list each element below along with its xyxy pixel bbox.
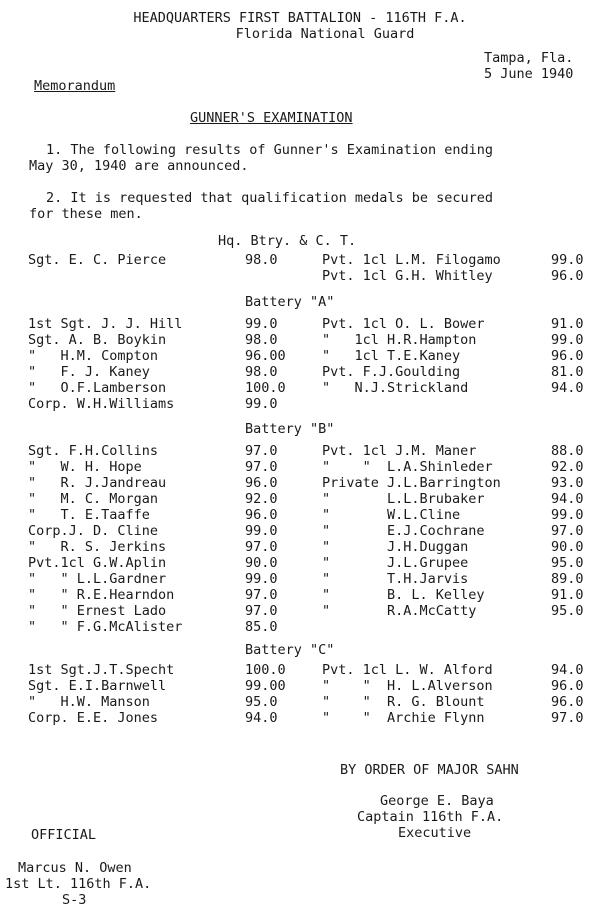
score-left: 97.0 xyxy=(245,539,278,555)
table-row xyxy=(0,364,600,380)
score-right: 96.0 xyxy=(551,268,584,284)
table-row xyxy=(0,252,600,268)
name-left: " F. J. Kaney xyxy=(28,364,150,380)
name-left: Sgt. E.I.Barnwell xyxy=(28,678,167,694)
table-row xyxy=(0,587,600,603)
official-label: OFFICIAL xyxy=(31,827,97,843)
name-right: Pvt. 1cl L.M. Filogamo xyxy=(322,252,501,268)
score-right: 99.0 xyxy=(551,332,584,348)
header-line-1: HEADQUARTERS FIRST BATTALION - 116TH F.A. xyxy=(133,10,467,26)
score-left: 98.0 xyxy=(245,252,278,268)
name-left: " " Ernest Lado xyxy=(28,603,167,619)
name-left: 1st Sgt. J. J. Hill xyxy=(28,316,183,332)
score-right: 96.0 xyxy=(551,694,584,710)
name-right: " E.J.Cochrane xyxy=(322,523,485,539)
table-row xyxy=(0,491,600,507)
name-right: " L.L.Brubaker xyxy=(322,491,485,507)
name-left: Corp. E.E. Jones xyxy=(28,710,159,726)
score-left: 96.00 xyxy=(245,348,286,364)
score-left: 98.0 xyxy=(245,332,278,348)
score-right: 91.0 xyxy=(551,316,584,332)
name-left: " R. S. Jerkins xyxy=(28,539,167,555)
score-right: 97.0 xyxy=(551,710,584,726)
score-left: 97.0 xyxy=(245,443,278,459)
para-2-line-2: for these men. xyxy=(29,206,143,222)
name-right: " W.L.Cline xyxy=(322,507,461,523)
name-right: " T.H.Jarvis xyxy=(322,571,469,587)
table-row xyxy=(0,348,600,364)
score-right: 92.0 xyxy=(551,459,584,475)
score-left: 96.0 xyxy=(245,475,278,491)
name-right: " " Archie Flynn xyxy=(322,710,485,726)
score-left: 100.0 xyxy=(245,380,286,396)
table-row xyxy=(0,662,600,678)
score-right: 94.0 xyxy=(551,380,584,396)
score-left: 99.00 xyxy=(245,678,286,694)
table-row xyxy=(0,316,600,332)
table-row xyxy=(0,268,600,284)
name-left: Sgt. A. B. Boykin xyxy=(28,332,167,348)
table-row xyxy=(0,380,600,396)
score-right: 95.0 xyxy=(551,555,584,571)
score-right: 97.0 xyxy=(551,523,584,539)
name-left: " M. C. Morgan xyxy=(28,491,159,507)
section-heading: Battery "A" xyxy=(245,294,335,310)
table-row xyxy=(0,459,600,475)
table-row xyxy=(0,443,600,459)
official-rank: 1st Lt. 116th F.A. xyxy=(5,876,152,892)
para-2-line-1: 2. It is requested that qualification medals be secured xyxy=(46,190,494,206)
table-row xyxy=(0,523,600,539)
score-left: 99.0 xyxy=(245,316,278,332)
doc-title: GUNNER'S EXAMINATION xyxy=(190,110,353,126)
table-row xyxy=(0,694,600,710)
table-row xyxy=(0,507,600,523)
signer-rank: Captain 116th F.A. xyxy=(357,809,504,825)
name-left: " " L.L.Gardner xyxy=(28,571,167,587)
table-row xyxy=(0,396,600,412)
score-left: 94.0 xyxy=(245,710,278,726)
score-right: 99.0 xyxy=(551,507,584,523)
score-right: 99.0 xyxy=(551,252,584,268)
score-right: 81.0 xyxy=(551,364,584,380)
score-left: 99.0 xyxy=(245,523,278,539)
score-right: 88.0 xyxy=(551,443,584,459)
header-line-2: Florida National Guard xyxy=(235,26,415,42)
name-left: " H.W. Manson xyxy=(28,694,150,710)
score-left: 96.0 xyxy=(245,507,278,523)
score-left: 97.0 xyxy=(245,459,278,475)
name-right: Private J.L.Barrington xyxy=(322,475,501,491)
score-left: 98.0 xyxy=(245,364,278,380)
signer-name: George E. Baya xyxy=(380,793,494,809)
name-right: " J.H.Duggan xyxy=(322,539,469,555)
section-heading: Hq. Btry. & C. T. xyxy=(218,233,357,249)
date: 5 June 1940 xyxy=(484,66,574,82)
name-right: Pvt. 1cl L. W. Alford xyxy=(322,662,493,678)
score-right: 94.0 xyxy=(551,491,584,507)
name-left: Pvt.1cl G.W.Aplin xyxy=(28,555,167,571)
name-left: Sgt. F.H.Collins xyxy=(28,443,159,459)
score-left: 99.0 xyxy=(245,571,278,587)
name-right: " 1cl H.R.Hampton xyxy=(322,332,477,348)
table-row xyxy=(0,475,600,491)
table-row xyxy=(0,555,600,571)
signer-role: Executive xyxy=(398,825,472,841)
score-right: 91.0 xyxy=(551,587,584,603)
score-left: 85.0 xyxy=(245,619,278,635)
name-right: " 1cl T.E.Kaney xyxy=(322,348,461,364)
table-row xyxy=(0,678,600,694)
table-row xyxy=(0,571,600,587)
name-left: " " R.E.Hearndon xyxy=(28,587,175,603)
name-right: " J.L.Grupee xyxy=(322,555,469,571)
score-right: 89.0 xyxy=(551,571,584,587)
name-left: 1st Sgt.J.T.Specht xyxy=(28,662,175,678)
score-right: 95.0 xyxy=(551,603,584,619)
score-right: 96.0 xyxy=(551,348,584,364)
table-row xyxy=(0,603,600,619)
place: Tampa, Fla. xyxy=(484,50,574,66)
name-right: Pvt. 1cl J.M. Maner xyxy=(322,443,477,459)
score-right: 96.0 xyxy=(551,678,584,694)
name-right: Pvt. F.J.Goulding xyxy=(322,364,461,380)
name-right: " " R. G. Blount xyxy=(322,694,485,710)
score-left: 95.0 xyxy=(245,694,278,710)
name-left: " H.M. Compton xyxy=(28,348,159,364)
para-1-line-1: 1. The following results of Gunner's Examination ending xyxy=(46,142,494,158)
section-heading: Battery "B" xyxy=(245,421,335,437)
name-left: " R. J.Jandreau xyxy=(28,475,167,491)
name-left: Sgt. E. C. Pierce xyxy=(28,252,167,268)
table-row xyxy=(0,332,600,348)
score-left: 97.0 xyxy=(245,587,278,603)
official-role: S-3 xyxy=(62,892,87,908)
score-right: 90.0 xyxy=(551,539,584,555)
table-row xyxy=(0,619,600,635)
score-left: 99.0 xyxy=(245,396,278,412)
memo-label: Memorandum xyxy=(34,78,116,94)
name-left: Corp.J. D. Cline xyxy=(28,523,159,539)
name-right: " N.J.Strickland xyxy=(322,380,469,396)
score-right: 93.0 xyxy=(551,475,584,491)
name-left: " T. E.Taaffe xyxy=(28,507,150,523)
score-left: 92.0 xyxy=(245,491,278,507)
name-right: " " L.A.Shinleder xyxy=(322,459,493,475)
name-left: Corp. W.H.Williams xyxy=(28,396,175,412)
name-left: " O.F.Lamberson xyxy=(28,380,167,396)
name-right: " R.A.McCatty xyxy=(322,603,477,619)
name-right: " B. L. Kelley xyxy=(322,587,485,603)
score-left: 90.0 xyxy=(245,555,278,571)
score-right: 94.0 xyxy=(551,662,584,678)
table-row xyxy=(0,539,600,555)
table-row xyxy=(0,710,600,726)
score-left: 97.0 xyxy=(245,603,278,619)
by-order-line: BY ORDER OF MAJOR SAHN xyxy=(340,762,519,778)
official-name: Marcus N. Owen xyxy=(18,860,132,876)
name-right: Pvt. 1cl G.H. Whitley xyxy=(322,268,493,284)
section-heading: Battery "C" xyxy=(245,642,335,658)
name-right: " " H. L.Alverson xyxy=(322,678,493,694)
para-1-line-2: May 30, 1940 are announced. xyxy=(29,158,249,174)
name-right: Pvt. 1cl O. L. Bower xyxy=(322,316,485,332)
name-left: " W. H. Hope xyxy=(28,459,142,475)
name-left: " " F.G.McAlister xyxy=(28,619,183,635)
score-left: 100.0 xyxy=(245,662,286,678)
